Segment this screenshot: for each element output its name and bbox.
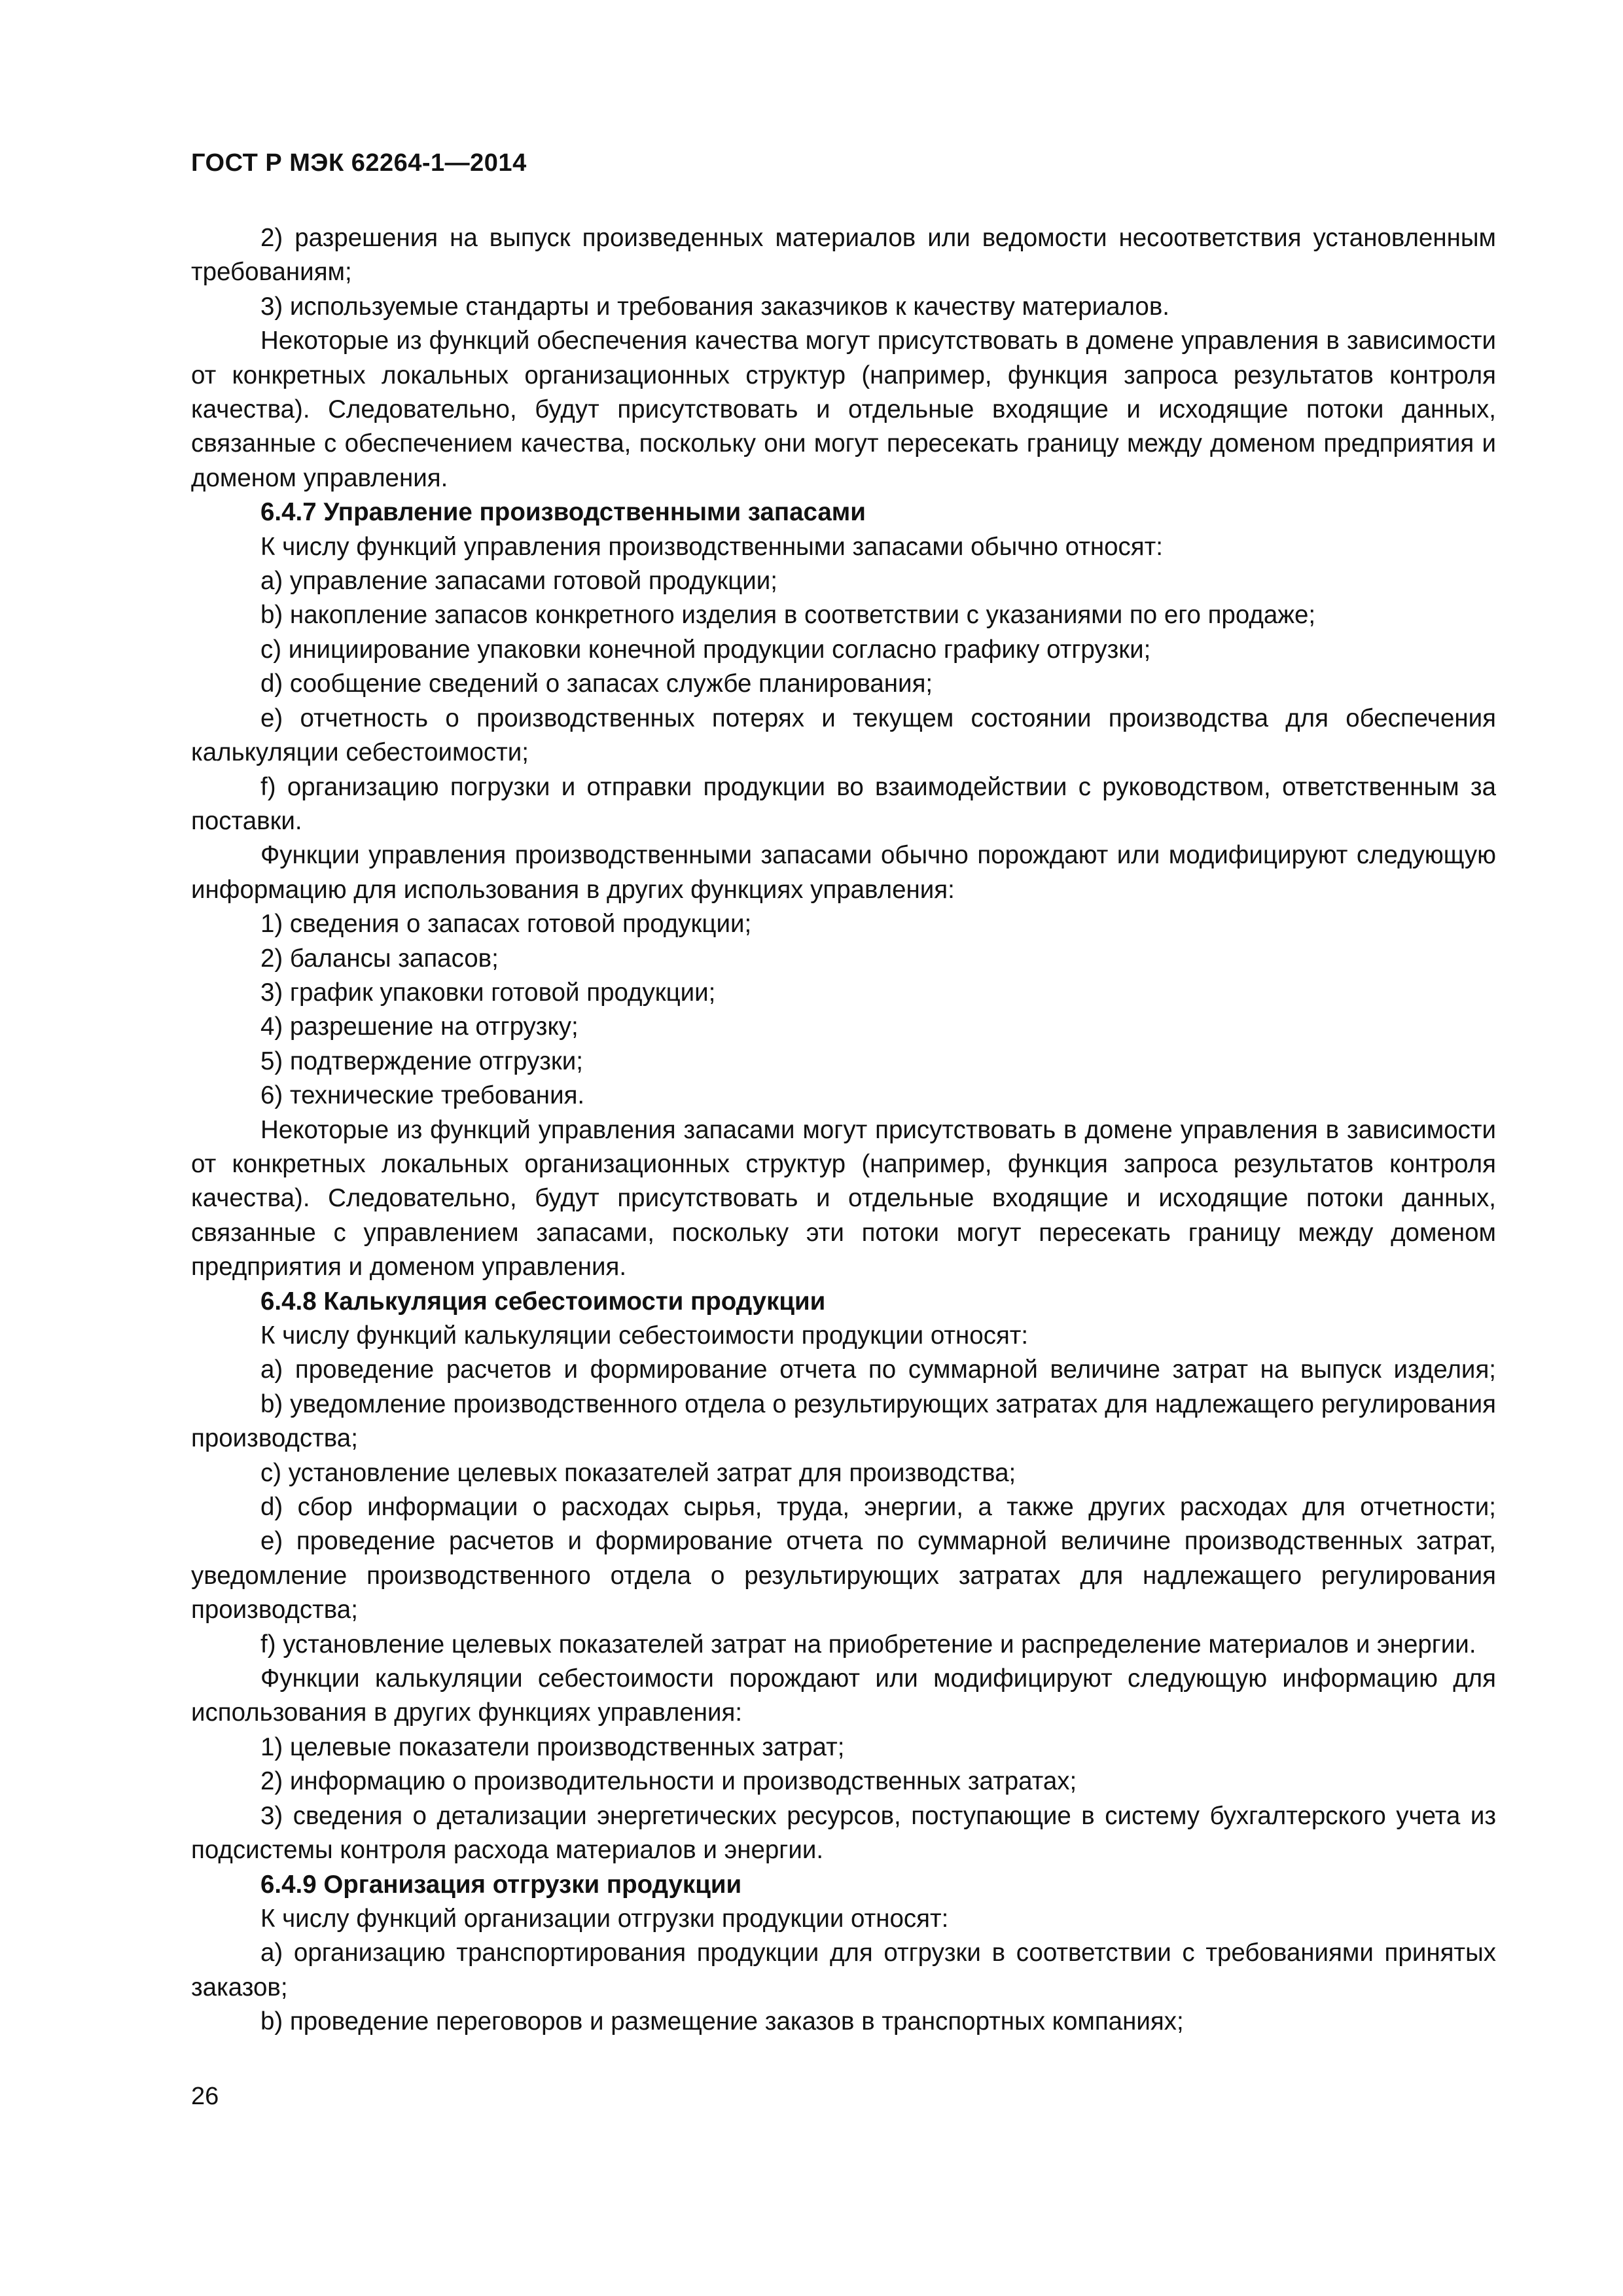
paragraph: a) управление запасами готовой продукции;: [260, 567, 777, 596]
paragraph: Функции калькуляции себестоимости порождают или модифицируют следующую информацию для использования в других функциях управления:: [191, 1664, 1496, 1727]
paragraph: f) установление целевых показателей затрат на приобретение и распределение материалов и энергии.: [260, 1630, 1476, 1659]
paragraph: a) проведение расчетов и формирование отчета по суммарной величине затрат на выпуск изделия;: [260, 1355, 1496, 1384]
paragraph: 3) график упаковки готовой продукции;: [260, 978, 716, 1007]
page-number: 26: [191, 2083, 219, 2110]
paragraph: Некоторые из функций обеспечения качества могут присутствовать в домене управления в зависимости от конкретных локальных организационных структур (например, функция запроса результатов контроля качества). Следовательно, будут присутствовать и отдельные входящие и исходящие потоки данных, связанные с обеспечением качества, поскольку они могут пересекать границу между доменом предприятия и доменом управления.: [191, 327, 1496, 492]
paragraph: 2) информацию о производительности и производственных затратах;: [260, 1767, 1077, 1796]
paragraph: b) накопление запасов конкретного изделия в соответствии с указаниями по его продаже;: [260, 601, 1316, 630]
paragraph: 5) подтверждение отгрузки;: [260, 1047, 583, 1075]
paragraph: c) установление целевых показателей затрат для производства;: [260, 1458, 1016, 1487]
paragraph: f) организацию погрузки и отправки продукции во взаимодействии с руководством, ответственным за поставки.: [191, 772, 1496, 835]
paragraph: К числу функций калькуляции себестоимости продукции относят:: [260, 1321, 1029, 1350]
paragraph: Функции управления производственными запасами обычно порождают или модифицируют следующую информацию для использования в других функциях управления:: [191, 841, 1496, 904]
paragraph: 2) разрешения на выпуск произведенных материалов или ведомости несоответствия установленным требованиям;: [191, 224, 1496, 287]
paragraph: d) сбор информации о расходах сырья, труда, энергии, а также других расходах для отчетности;: [260, 1493, 1496, 1522]
document-header: ГОСТ Р МЭК 62264-1—2014: [191, 149, 527, 177]
paragraph: e) отчетность о производственных потерях и текущем состоянии производства для обеспечения калькуляции себестоимости;: [191, 704, 1496, 767]
paragraph: 3) используемые стандарты и требования заказчиков к качеству материалов.: [260, 292, 1169, 321]
paragraph: b) уведомление производственного отдела о результирующих затратах для надлежащего регулирования производства;: [191, 1390, 1496, 1453]
paragraph: 1) целевые показатели производственных затрат;: [260, 1732, 845, 1761]
paragraph: 4) разрешение на отгрузку;: [260, 1013, 579, 1041]
paragraph: c) инициирование упаковки конечной продукции согласно графику отгрузки;: [260, 635, 1151, 664]
paragraph: 3) сведения о детализации энергетических ресурсов, поступающие в систему бухгалтерского учета из подсистемы контроля расхода материалов и энергии.: [191, 1801, 1496, 1865]
paragraph: 1) сведения о запасах готовой продукции;: [260, 910, 752, 939]
section-heading: 6.4.7 Управление производственными запасами: [260, 498, 866, 527]
paragraph: К числу функций организации отгрузки продукции относят:: [260, 1904, 949, 1933]
document-body: [191, 221, 1496, 2039]
paragraph: e) проведение расчетов и формирование отчета по суммарной величине производственных затрат, уведомление производственного отдела о результирующих затратах для надлежащего регулирования производства;: [191, 1527, 1496, 1624]
paragraph: d) сообщение сведений о запасах службе планирования;: [260, 670, 933, 698]
paragraph: Некоторые из функций управления запасами могут присутствовать в домене управления в зависимости от конкретных локальных организационных структур (например, функция запроса результатов контроля качества). Следовательно, будут присутствовать и отдельные входящие и исходящие потоки данных, связанные с управлением запасами, поскольку эти потоки могут пересекать границу между доменом предприятия и доменом управления.: [191, 1115, 1496, 1282]
section-heading: 6.4.8 Калькуляция себестоимости продукции: [260, 1287, 826, 1316]
paragraph: b) проведение переговоров и размещение заказов в транспортных компаниях;: [260, 2007, 1184, 2036]
paragraph: 2) балансы запасов;: [260, 944, 499, 973]
paragraph: К числу функций управления производственными запасами обычно относят:: [260, 532, 1163, 561]
paragraph: 6) технические требования.: [260, 1081, 585, 1110]
paragraph: a) организацию транспортирования продукции для отгрузки в соответствии с требованиями принятых заказов;: [191, 1939, 1496, 2001]
section-heading: 6.4.9 Организация отгрузки продукции: [260, 1870, 742, 1899]
